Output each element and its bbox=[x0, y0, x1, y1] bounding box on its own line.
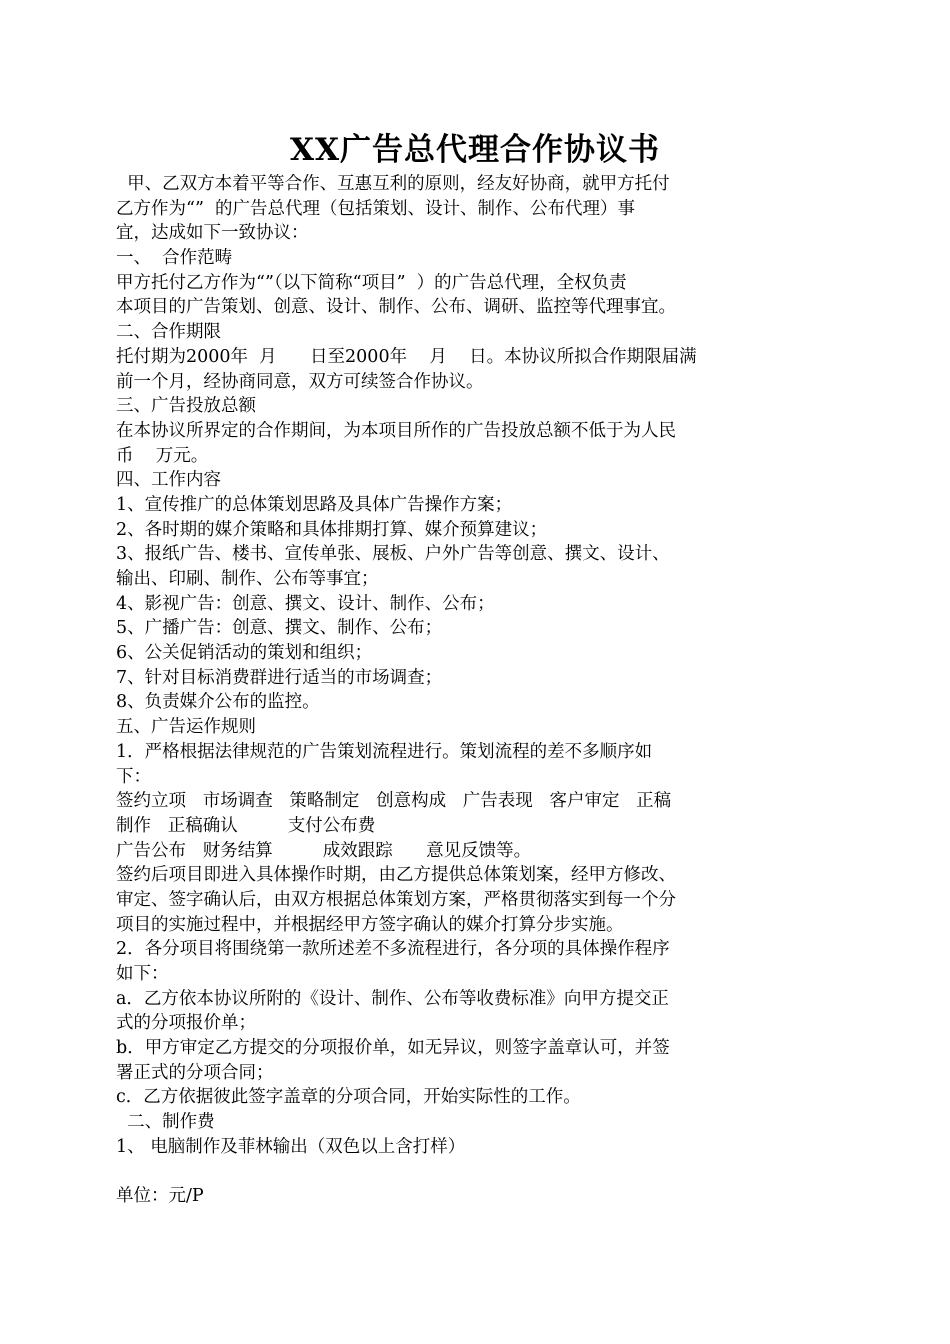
blank-line bbox=[116, 1160, 836, 1185]
text-line: 署正式的分项合同； bbox=[116, 1062, 274, 1083]
text-line: 1．严格根据法律规范的广告策划流程进行。策划流程的差不多顺序如 bbox=[116, 741, 653, 762]
text-line: 二、合作期限 bbox=[116, 322, 221, 343]
text-line: 5、广播广告：创意、撰文、制作、公布； bbox=[116, 618, 443, 639]
text-line: 甲方托付乙方作为“”（以下简称“项目” ）的广告总代理，全权负责 bbox=[116, 272, 627, 293]
text-line: 四、工作内容 bbox=[116, 470, 221, 491]
text-line: 一、 合作范畴 bbox=[116, 248, 233, 269]
text-line: 币 万元。 bbox=[116, 445, 209, 466]
text-line: b．甲方审定乙方提交的分项报价单，如无异议，则签字盖章认可，并签 bbox=[116, 1038, 670, 1059]
text-line: 签约后项目即进入具体操作时期，由乙方提供总体策划案，经甲方修改、 bbox=[116, 865, 676, 886]
text-line: 单位：元/P bbox=[116, 1186, 204, 1207]
text-line: 审定、签字确认后，由双方根据总体策划方案，严格贯彻落实到每一个分 bbox=[116, 889, 676, 910]
text-line: 1、 电脑制作及菲林输出（双色以上含打样） bbox=[116, 1136, 466, 1157]
text-line: 输出、印刷、制作、公布等事宜； bbox=[116, 569, 379, 589]
text-line: 1、宣传推广的总体策划思路及具体广告操作方案； bbox=[116, 494, 513, 515]
text-line: 在本协议所界定的合作期间，为本项目所作的广告投放总额不低于为人民 bbox=[116, 420, 676, 441]
text-line: 6、公关促销活动的策划和组织； bbox=[116, 643, 373, 664]
text-line: 下： bbox=[116, 766, 151, 787]
text-line: 托付期为2000年 月 日至2000年 月 日。本协议所拟合作期限届满 bbox=[116, 346, 697, 367]
text-line: 签约立项 市场调查 策略制定 创意构成 广告表现 客户审定 正稿 bbox=[116, 791, 672, 812]
text-line: 广告公布 财务结算 成效跟踪 意见反馈等。 bbox=[116, 840, 532, 861]
document-body bbox=[116, 172, 836, 1209]
text-line: 乙方作为“” 的广告总代理（包括策划、设计、制作、公布代理）事 bbox=[116, 198, 636, 219]
text-line: 8、负责媒介公布的监控。 bbox=[116, 692, 320, 713]
text-line: 制作 正稿确认 支付公布费 bbox=[116, 815, 376, 836]
text-line: 宜，达成如下一致协议： bbox=[116, 223, 309, 244]
text-line: 4、影视广告：创意、撰文、设计、制作、公布； bbox=[116, 593, 495, 614]
text-line: a．乙方依本协议所附的《设计、制作、公布等收费标准》向甲方提交正 bbox=[116, 988, 669, 1009]
text-line: 五、广告运作规则 bbox=[116, 717, 256, 738]
document-title: XX广告总代理合作协议书 bbox=[289, 132, 661, 168]
text-line: 二、制作费 bbox=[116, 1112, 215, 1133]
text-line: 项目的实施过程中，并根据经甲方签字确认的媒介打算分步实施。 bbox=[116, 914, 624, 935]
text-line: 前一个月，经协商同意，双方可续签合作协议。 bbox=[116, 371, 484, 392]
text-line: 本项目的广告策划、创意、设计、制作、公布、调研、监控等代理事宜。 bbox=[116, 297, 676, 318]
text-line: 式的分项报价单； bbox=[116, 1013, 256, 1034]
text-line: 三、广告投放总额 bbox=[116, 396, 256, 417]
text-line: 甲、乙双方本着平等合作、互惠互利的原则，经友好协商，就甲方托付 bbox=[116, 174, 670, 194]
text-line: 7、针对目标消费群进行适当的市场调查； bbox=[116, 667, 443, 688]
text-line: 如下： bbox=[116, 964, 169, 984]
text-line: 2．各分项目将围绕第一款所述差不多流程进行，各分项的具体操作程序 bbox=[116, 939, 670, 960]
text-line: 2、各时期的媒介策略和具体排期打算、媒介预算建议； bbox=[116, 519, 548, 540]
text-line: 3、报纸广告、楼书、宣传单张、展板、户外广告等创意、撰文、设计、 bbox=[116, 544, 670, 565]
text-line: c．乙方依据彼此签字盖章的分项合同，开始实际性的工作。 bbox=[116, 1087, 581, 1108]
